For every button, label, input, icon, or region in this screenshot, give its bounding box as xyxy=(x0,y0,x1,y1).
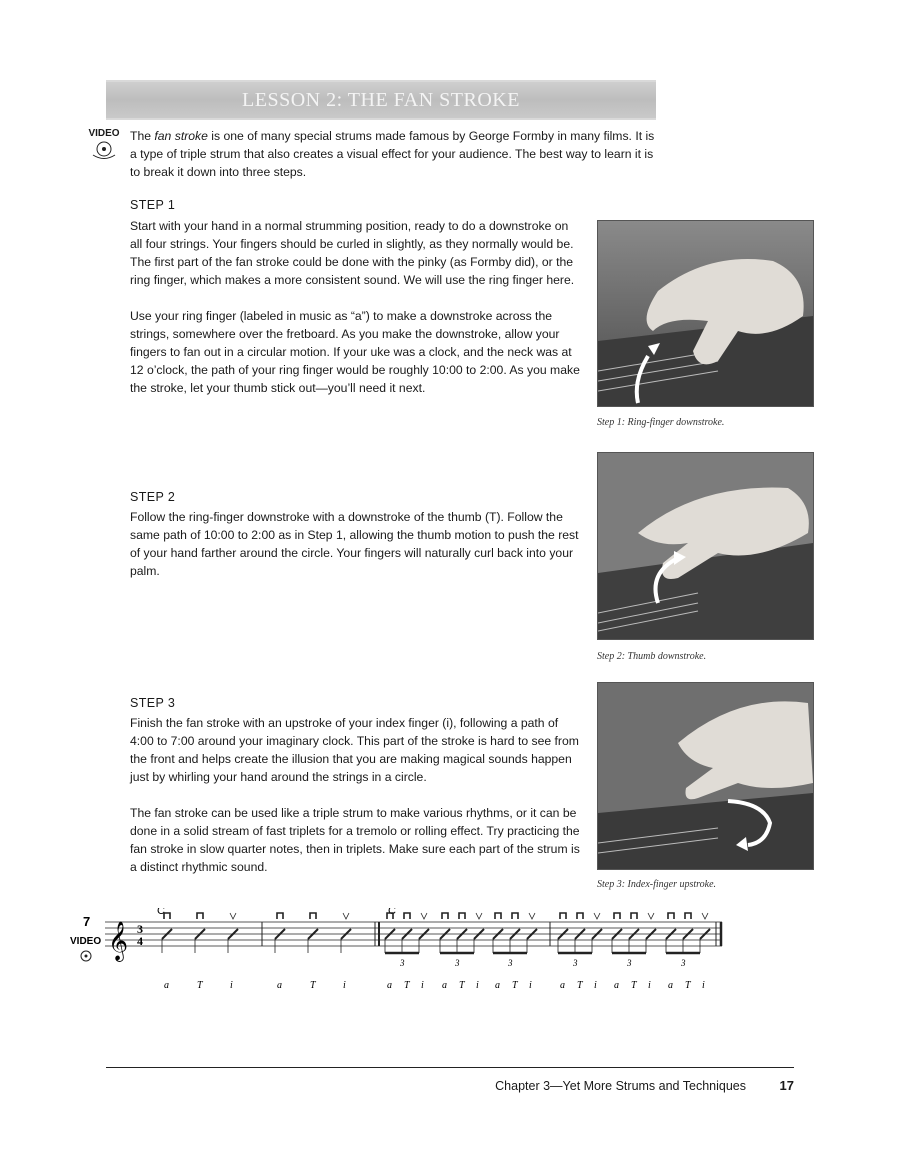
step2-heading: STEP 2 xyxy=(130,490,176,504)
step1-photo xyxy=(597,220,814,407)
triplet-number: 3 xyxy=(455,958,460,968)
notation-video-label: VIDEO xyxy=(70,936,102,947)
finger-label: i xyxy=(230,980,233,991)
finger-label: i xyxy=(702,980,705,991)
music-example xyxy=(70,908,770,998)
downstroke-mark xyxy=(512,913,518,919)
upstroke-mark xyxy=(230,913,236,919)
triplet-number: 3 xyxy=(508,958,513,968)
finger-label: i xyxy=(529,980,532,991)
finger-label: i xyxy=(421,980,424,991)
downstroke-mark xyxy=(197,913,203,919)
example-number: 7 xyxy=(83,914,91,929)
chord-symbol-1: C xyxy=(157,908,165,917)
downstroke-mark xyxy=(404,913,410,919)
notation-video-disc-icon xyxy=(81,951,91,961)
step3-caption: Step 3: Index-finger upstroke. xyxy=(597,879,717,890)
step3-para2: The fan stroke can be used like a triple strum to make various rhythms, or it can be done in a solid stream of fast triplets for a tremolo or rolling effect. Try practicing the fan stroke in slow quarter notes, then in triplets. Make sure each part of the strum is a distinct rhythmic sound. xyxy=(130,806,580,874)
step3-heading: STEP 3 xyxy=(130,696,176,710)
triplet-number: 3 xyxy=(400,958,405,968)
video-label: VIDEO xyxy=(88,128,120,139)
finger-label: a xyxy=(164,980,169,991)
upstroke-mark xyxy=(421,913,427,919)
finger-label: T xyxy=(459,980,465,991)
intro-before: The xyxy=(130,129,155,143)
finger-label: T xyxy=(577,980,583,991)
video-badge xyxy=(84,128,124,164)
finger-label: T xyxy=(631,980,637,991)
video-disc-icon xyxy=(89,140,119,160)
treble-clef-icon: 𝄞 xyxy=(108,921,129,961)
finger-label: a xyxy=(387,980,392,991)
downstroke-mark xyxy=(631,913,637,919)
step1-para2: Use your ring finger (labeled in music as “a”) to make a downstroke across the strings, somewhere over the fretboard. As you make the downstroke, allow your fingers to fan out in a circular motion. If your uke was a clock, and the neck was at 12 o’clock, the path of your ring finger would be roughly 10:00 to 2:00. As you make the stroke, let your thumb stick out—you’ll need it next. xyxy=(130,309,580,395)
step2-text xyxy=(130,508,582,580)
downstroke-mark xyxy=(577,913,583,919)
downstroke-mark xyxy=(614,913,620,919)
finger-label: a xyxy=(495,980,500,991)
lesson-title: LESSON 2: THE FAN STROKE xyxy=(242,89,520,111)
upstroke-mark xyxy=(529,913,535,919)
upstroke-mark xyxy=(648,913,654,919)
triplet-number: 3 xyxy=(573,958,578,968)
finger-label: T xyxy=(512,980,518,991)
downstroke-mark xyxy=(560,913,566,919)
intro-paragraph xyxy=(130,127,660,181)
finger-label: i xyxy=(343,980,346,991)
time-sig-top: 3 xyxy=(137,922,143,936)
step3-para1: Finish the fan stroke with an upstroke of your index finger (i), following a path of 4:00 to 7:00 around your imaginary clock. This part of the stroke is hard to see from the front and helps create the illusion that you are making magical sounds happen just by whirling your hand around the strings in a circle. xyxy=(130,716,579,784)
step3-text xyxy=(130,714,582,876)
time-sig-bottom: 4 xyxy=(137,934,143,948)
intro-after: is one of many special strums made famous by George Formby in many films. It is a type of triple strum that also creates a visual effect for your audience. The best way to learn it is to break it down into three steps. xyxy=(130,129,655,179)
step1-para1: Start with your hand in a normal strumming position, ready to do a downstroke on all four strings. Your fingers should be curled in slightly, as they normally would be. The first part of the fan stroke could be done with the pinky (as Formby did), or the ring finger, which makes a more consistent sound. We will use the ring finger here. xyxy=(130,219,575,287)
triplet-number: 3 xyxy=(681,958,686,968)
footer-chapter: Chapter 3—Yet More Strums and Techniques xyxy=(495,1079,746,1093)
finger-label: a xyxy=(442,980,447,991)
step2-photo xyxy=(597,452,814,640)
finger-label: a xyxy=(277,980,282,991)
footer-rule xyxy=(106,1067,794,1068)
triplet-number: 3 xyxy=(627,958,632,968)
step2-caption: Step 2: Thumb downstroke. xyxy=(597,651,707,662)
downstroke-mark xyxy=(277,913,283,919)
finger-label: i xyxy=(594,980,597,991)
step1-text xyxy=(130,217,582,397)
finger-label: T xyxy=(310,980,316,991)
finger-label: i xyxy=(476,980,479,991)
finger-label: T xyxy=(404,980,410,991)
finger-label: T xyxy=(197,980,203,991)
finger-label: T xyxy=(685,980,691,991)
lesson-banner xyxy=(106,80,656,120)
finger-label: i xyxy=(648,980,651,991)
downstroke-mark xyxy=(668,913,674,919)
intro-term: fan stroke xyxy=(154,129,208,143)
downstroke-mark xyxy=(459,913,465,919)
downstroke-mark xyxy=(685,913,691,919)
finger-label: a xyxy=(614,980,619,991)
step1-caption: Step 1: Ring-finger downstroke. xyxy=(597,417,725,428)
upstroke-mark xyxy=(702,913,708,919)
page-number: 17 xyxy=(779,1078,794,1093)
downstroke-mark xyxy=(495,913,501,919)
finger-label: a xyxy=(668,980,673,991)
downstroke-mark xyxy=(310,913,316,919)
chord-symbol-2: C xyxy=(388,908,396,917)
downstroke-mark xyxy=(442,913,448,919)
upstroke-mark xyxy=(343,913,349,919)
step1-heading: STEP 1 xyxy=(130,198,176,212)
finger-label: a xyxy=(560,980,565,991)
upstroke-mark xyxy=(476,913,482,919)
step2-para1: Follow the ring-finger downstroke with a downstroke of the thumb (T). Follow the same path of 10:00 to 2:00 as in Step 1, allowing the thumb motion to push the rest of your hand farther around the circle. Your fingers will naturally curl back into your palm. xyxy=(130,510,579,578)
step3-photo xyxy=(597,682,814,870)
upstroke-mark xyxy=(594,913,600,919)
notation-staff xyxy=(70,908,770,998)
